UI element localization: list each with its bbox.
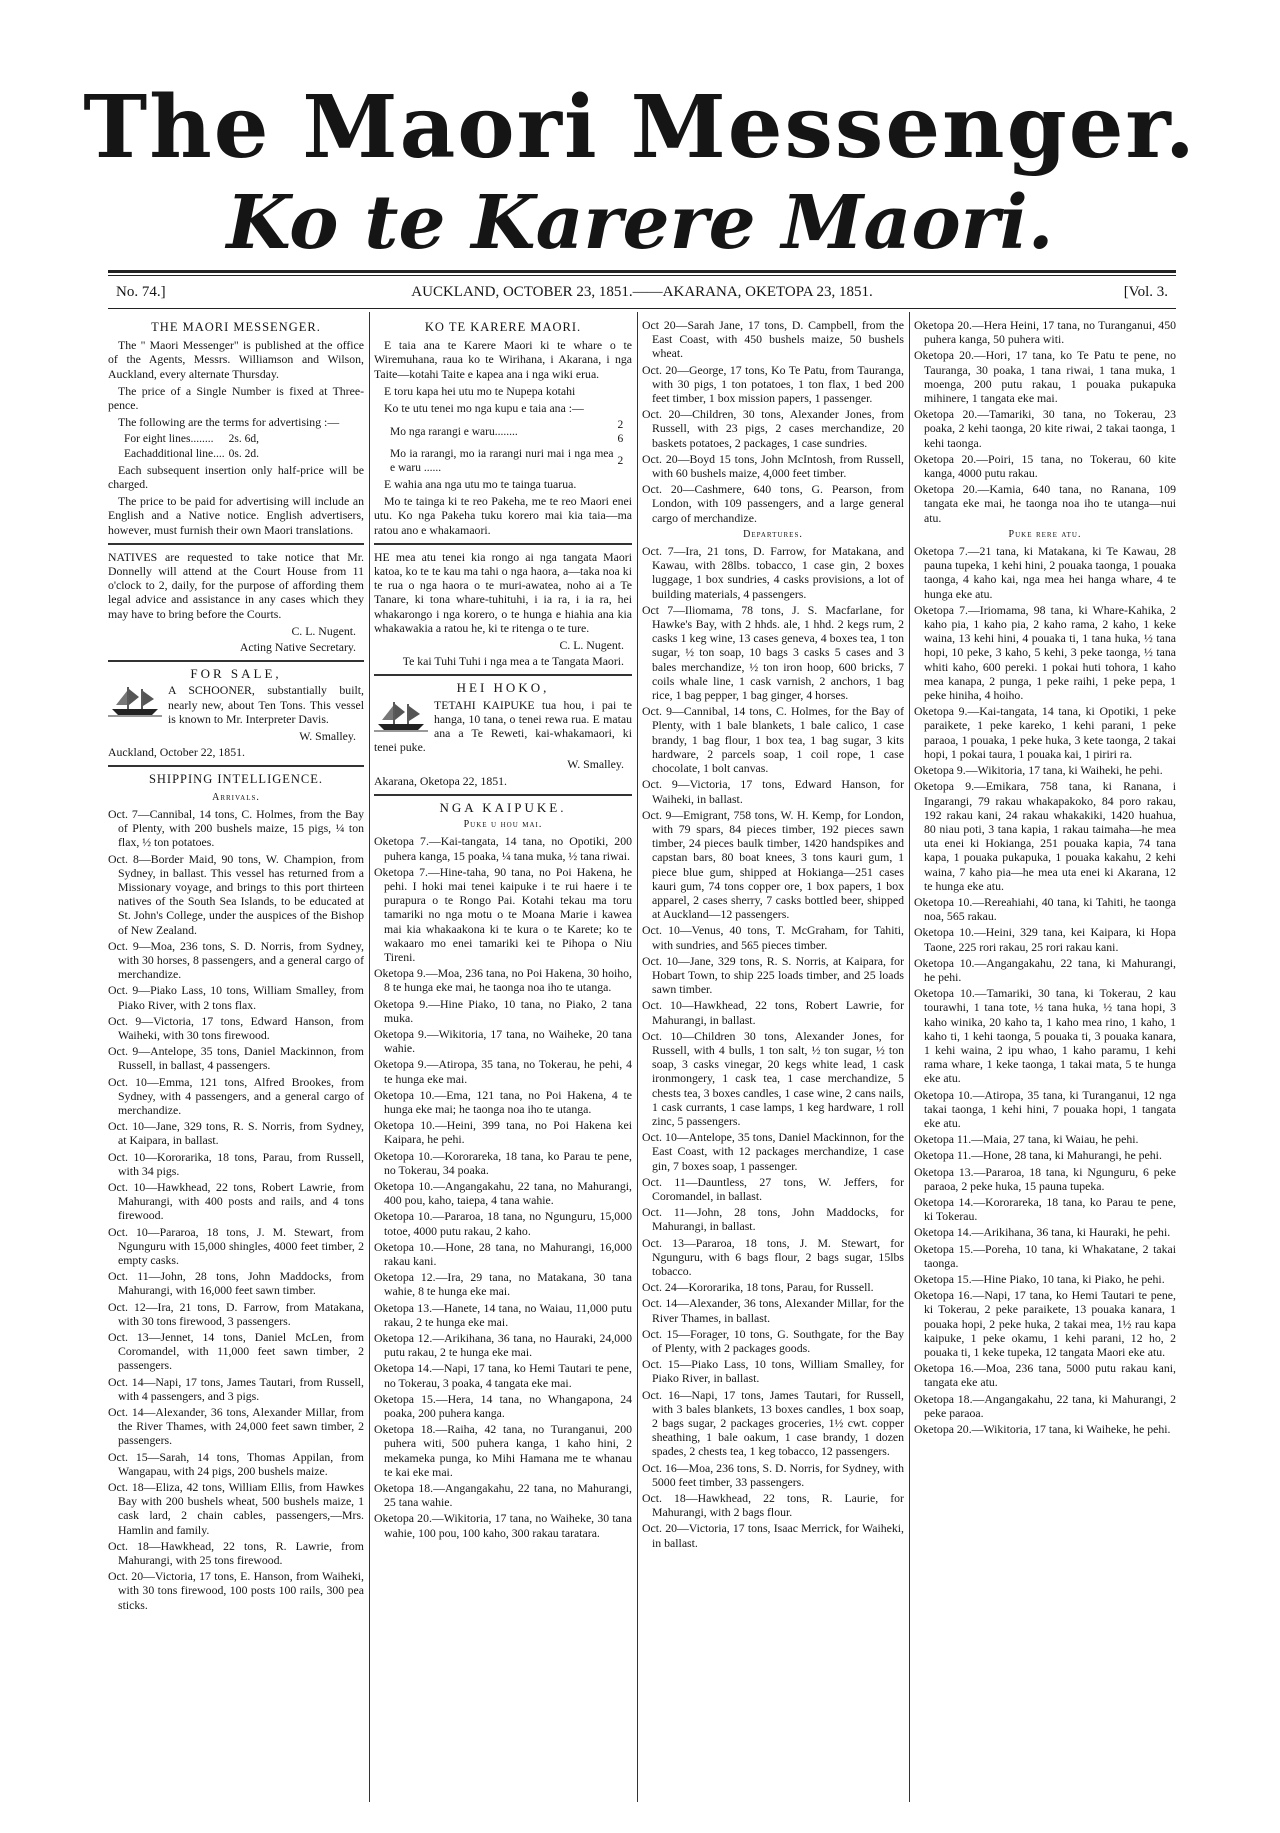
shipping-entry: Oketopa 20.—Kamia, 640 tana, no Ranana, 109 tangata eke mai, he taonga noa iho te utanga—nui atu.	[914, 482, 1176, 525]
shipping-entry: Oct. 10—Venus, 40 tons, T. McGraham, for Tahiti, with sundries, and 565 pieces timber.	[642, 923, 904, 952]
shipping-entry: Oketopa 9.—Hine Piako, 10 tana, no Piako, 2 tana muka.	[374, 996, 632, 1025]
volume-number: [Vol. 3.	[1123, 284, 1168, 300]
column-divider	[909, 312, 910, 1802]
rate-value: 0s. 2d.	[228, 447, 259, 460]
shipping-entry: Oct. 20—Boyd 15 tons, John McIntosh, from Russell, with 60 bushels maize, 4,000 feet timber.	[642, 451, 904, 481]
natives-notice: NATIVES are requested to take notice that Mr. Donnelly will attend at the Court House from 11 o'clock to 2, daily, for the purpose of affording them legal advice and assistance in any cases which they may have to bring before the Courts.	[108, 549, 364, 621]
shipping-entry: Oketopa 10.—Atiropa, 35 tana, ki Turanganui, 12 nga takai taonga, 1 kehi hini, 7 pouaka hopi, 1 tangata eke atu.	[914, 1087, 1176, 1130]
signature: W. Smalley.	[299, 729, 356, 744]
shipping-entry: Oketopa 18.—Angangakahu, 22 tana, no Mahurangi, 25 tana wahie.	[374, 1481, 632, 1510]
shipping-entry: Oketopa 9.—Wikitoria, 17 tana, ki Waiheki, he pehi.	[914, 763, 1163, 778]
shipping-entry: Oct. 14—Alexander, 36 tons, Alexander Millar, for the River Thames, in ballast.	[642, 1296, 904, 1325]
section-heading: KO TE KARERE MAORI.	[424, 320, 582, 334]
sale-heading: FOR SALE,	[190, 666, 282, 682]
shipping-entry: Oketopa 11.—Maia, 27 tana, ki Waiau, he pehi.	[914, 1132, 1139, 1147]
rate-row	[122, 447, 261, 461]
sale-date: Akarana, Oketopa 22, 1851.	[374, 773, 508, 788]
shipping-entry: Oketopa 15.—Poreha, 10 tana, ki Whakatane, 2 takai taonga.	[914, 1241, 1176, 1270]
dateline	[108, 282, 1176, 304]
shipping-entry: Oketopa 15.—Hera, 14 tana, no Whangapona, 24 poaka, 200 puhera kanga.	[374, 1391, 632, 1421]
shipping-entry: Oct. 15—Forager, 10 tons, G. Southgate, for the Bay of Plenty, with 2 packages goods.	[642, 1326, 904, 1356]
shipping-entry: Oketopa 10.—Hone, 28 tana, no Mahurangi, 16,000 rakau kani.	[374, 1239, 632, 1268]
subheading: Puke rere atu.	[1008, 528, 1082, 540]
departures-list	[642, 544, 904, 1550]
shipping-entry: Oct. 20—Victoria, 17 tons, E. Hanson, from Waiheki, with 30 tons firewood, 100 posts 100 rails, 300 pea sticks.	[108, 1569, 364, 1612]
shipping-entry: Oct. 10—Children 30 tons, Alexander Jones, for Russell, with 4 bulls, 1 ton salt, ½ ton sugar, ½ ton soap, 3 casks vinegar, 20 kegs white lead, 1 cask ironmongery, 1 cask tea, 1 case merchandize, 5 chests tea, 3 boxes candles, 1 case wine, 2 cans nails, 1 cask currants, 1 case lamps, 1 keg hardware, 1 roll zinc, 5 passengers.	[642, 1028, 904, 1128]
paragraph: The " Maori Messenger" is published at the office of the Agents, Messrs. Williamson and Wilson, Auckland, every alternate Thursday.	[108, 338, 364, 381]
shipping-entry: Oketopa 14.—Arikihana, 36 tana, ki Hauraki, he pehi.	[914, 1225, 1171, 1240]
shipping-entry: Oketopa 10.—Heini, 329 tana, kei Kaipara, ki Hopa Taone, 225 rori rakau, 25 rori rakau kani.	[914, 925, 1176, 954]
shipping-entry: Oketopa 16.—Moa, 236 tana, 5000 putu rakau kani, tangata eke atu.	[914, 1361, 1176, 1390]
sale-heading: HEI HOKO,	[456, 680, 550, 696]
shipping-entry: Oketopa 9.—Moa, 236 tana, no Poi Hakena, 30 hoiho, 8 te hunga eke mai, he taonga noa iho te utanga.	[374, 966, 632, 995]
shipping-entry: Oketopa 12.—Arikihana, 36 tana, no Hauraki, 24,000 putu rakau, 2 te hunga eke mai.	[374, 1331, 632, 1360]
shipping-entry: Oketopa 10.—Heini, 399 tana, no Poi Hakena kei Kaipara, he pehi.	[374, 1118, 632, 1147]
shipping-entry: Oct. 11—John, 28 tons, John Maddocks, for Mahurangi, in ballast.	[642, 1205, 904, 1234]
shipping-entry: Oketopa 14.—Kororareka, 18 tana, ko Parau te pene, ki Tokerau.	[914, 1194, 1176, 1224]
shipping-entry: Oketopa 7.—21 tana, ki Matakana, ki Te Kawau, 28 pauna tupeka, 1 kehi hini, 2 pouaka taonga, 1 pouaka taonga, 4 kaho kai, nga mea hei hanga whare, 4 te hunga eke atu.	[914, 544, 1176, 601]
subheading: Departures.	[743, 528, 803, 540]
divider	[374, 674, 632, 676]
masthead-title: The Maori Messenger.	[83, 77, 1197, 178]
shipping-entry: Oct. 10—Pararoa, 18 tons, J. M. Stewart, from Ngunguru with 15,000 shingles, 4000 feet timber, 2 empty casks.	[108, 1224, 364, 1267]
shipping-entry: Oketopa 13.—Hanete, 14 tana, no Waiau, 11,000 putu rakau, 2 te hunga eke mai.	[374, 1300, 632, 1329]
shipping-entry: Oketopa 20.—Hori, 17 tana, ko Te Patu te pene, no Tauranga, 30 poaka, 1 tana riwai, 1 tana muka, 1 moenga, 200 putu rakau, 1 pouaka pukapuka mihinere, 1 tangata eke mai.	[914, 348, 1176, 406]
divider	[108, 765, 364, 767]
subheading: Arrivals.	[212, 791, 260, 803]
sale-text: TETAHI KAIPUKE tua hou, i pai te hanga, 10 tana, o tenei rewa rua. E matau ana a Te Reweti, kai-whakamaori, ki tenei puke.	[374, 697, 632, 755]
signature: W. Smalley.	[567, 757, 624, 772]
shipping-entry: Oketopa 10.—Angangakahu, 22 tana, ki Mahurangi, he pehi.	[914, 955, 1176, 984]
shipping-entry: Oct. 18—Eliza, 42 tons, William Ellis, from Hawkes Bay with 200 bushels wheat, 500 bushels maize, 1 cask lard, 2 chain cables, passengers,—Mrs. Hamlin and family.	[108, 1480, 364, 1537]
section-heading: THE MAORI MESSENGER.	[151, 320, 321, 334]
shipping-entry: Oct. 14—Napi, 17 tons, James Tautari, from Russell, with 4 passengers, and 3 pigs.	[108, 1374, 364, 1403]
sale-text: A SCHOONER, substantially built, nearly new, about Ten Tons. This vessel is known to Mr. Interpreter Davis.	[168, 683, 364, 726]
shipping-entry: Oketopa 7.—Kai-tangata, 14 tana, no Opotiki, 200 puhera kanga, 15 poaka, ¼ tana muka, ½ tana riwai.	[374, 834, 632, 863]
paragraph: The price to be paid for advertising will include an English and a Native notice. English advertisers, however, must furnish their own Maori translations.	[108, 494, 364, 537]
shipping-entry: Oct. 16—Napi, 17 tons, James Tautari, for Russell, with 3 bales blankets, 13 boxes candles, 1 box soap, 2 bags sugar, 2 packages groceries, 1½ cwt. copper sheathing, 1 bale oakum, 1 case brandy, 1 dozen spades, 2 chests tea, 1 keg tobacco, 12 passengers.	[642, 1387, 904, 1459]
rate-row	[388, 447, 632, 475]
paragraph: E taia ana te Karere Maori ki te whare o te Wiremuhana, raua ko te Wirihana, i Akarana, i nga Taite—kotahi Taite e kapea ana i nga wiki erua.	[374, 338, 632, 381]
shipping-entry: Oketopa 10.—Angangakahu, 22 tana, no Mahurangi, 400 pou, kaho, taiepa, 4 tana wahie.	[374, 1178, 632, 1208]
shipping-entry: Oketopa 20.—Wikitoria, 17 tana, no Waiheke, 30 tana wahie, 100 pou, 100 kaho, 300 rakau taratara.	[374, 1511, 632, 1540]
masthead-rule	[108, 270, 1176, 273]
shipping-entry: Oct. 20—Victoria, 17 tons, Isaac Merrick, for Waiheki, in ballast.	[642, 1521, 904, 1550]
rates-table	[122, 432, 261, 460]
dateline-rule	[108, 308, 1176, 309]
shipping-entry: Oct 20—Sarah Jane, 17 tons, D. Campbell, from the East Coast, with 450 bushels maize, 50 bushels wheat.	[642, 318, 904, 361]
shipping-entry: Oct. 9—Victoria, 17 tons, Edward Hanson, from Waiheki, with 30 tons firewood.	[108, 1013, 364, 1042]
shipping-entry: Oketopa 20.—Wikitoria, 17 tana, ki Waiheke, he pehi.	[914, 1422, 1171, 1437]
kaipuke-list	[374, 834, 632, 1540]
shipping-entry: Oketopa 10.—Tamariki, 30 tana, ki Tokerau, 2 kau tourawhi, 1 tana tote, ½ tana huka, ½ tana hopi, 3 kaho winika, 20 kaho ta, 1 kaho mea rino, 1 kaho, 1 kaho ti, 1 kehi taonga, 5 pouaka ti, 3 pouaka kanara, 1 kehi waina, 2 ipu whao, 1 kaho paramu, 1 kehi rama whare, 1 keke taonga, 1 takai mata, 5 te hunga eke atu.	[914, 986, 1176, 1086]
shipping-entry: Oct. 9—Cannibal, 14 tons, C. Holmes, for the Bay of Plenty, with 1 bale blankets, 1 bale calico, 1 case brandy, 1 bag flour, 1 box tea, 1 bag sugar, 3 kits hardware, 2 parcels soap, 1 coil rope, 1 case chocolate, 1 bolt canvas.	[642, 704, 904, 776]
shipping-entry: Oct. 15—Sarah, 14 tons, Thomas Appilan, from Wangapau, with 24 pigs, 200 bushels maize.	[108, 1449, 364, 1478]
shipping-entry: Oct. 20—George, 17 tons, Ko Te Patu, from Tauranga, with 30 pigs, 1 ton potatoes, 1 ton flax, 1 bed 200 feet timber, 1 box mission papers, 1 passenger.	[642, 362, 904, 406]
shipping-entry: Oct. 16—Moa, 236 tons, S. D. Norris, for Sydney, with 5000 feet timber, 33 passengers.	[642, 1460, 904, 1489]
shipping-entry: Oketopa 15.—Hine Piako, 10 tana, ki Piako, he pehi.	[914, 1272, 1165, 1286]
shipping-entry: Oct. 7—Cannibal, 14 tons, C. Holmes, from the Bay of Plenty, with 200 bushels maize, 15 pigs, ¼ ton flax, ½ ton potatoes.	[108, 806, 364, 850]
rate-value: 2	[617, 454, 624, 467]
rates-table	[388, 418, 632, 475]
shipping-entry: Oketopa 20.—Hera Heini, 17 tana, no Turanganui, 450 puhera kanga, 50 puhera witi.	[914, 318, 1176, 347]
shipping-entry: Oketopa 7.—Hine-taha, 90 tana, no Poi Hakena, he pehi. I hoki mai tenei kaipuke i te rui haere i te purapura o te Rongo Pai. Kotahi tekau ma toru tamariki no nga motu o te Moana Marie i kawea mai kia whakaakona ki te kura o te Karete; ko te wakaaro mo enei tamariki kei te Pihopa o Niu Tireni.	[374, 864, 632, 964]
kaipuke-list-continued	[914, 318, 1176, 525]
shipping-entry: Oct. 10—Jane, 329 tons, R. S. Norris, at Kaipara, for Hobart Town, to ship 225 loads timber, and 25 loads sawn timber.	[642, 953, 904, 997]
shipping-entry: Oct. 15—Piako Lass, 10 tons, William Smalley, for Piako River, in ballast.	[642, 1357, 904, 1386]
column-divider	[369, 312, 370, 1802]
shipping-entry: Oketopa 12.—Ira, 29 tana, no Matakana, 30 tana wahie, 8 te hunga eke mai.	[374, 1270, 632, 1299]
shipping-entry: Oketopa 11.—Hone, 28 tana, ki Mahurangi, he pehi.	[914, 1148, 1162, 1163]
signature-role: Te kai Tuhi Tuhi i nga mea a te Tangata Maori.	[402, 654, 624, 669]
shipping-entry: Oketopa 9.—Emikara, 758 tana, ki Ranana, i Ingarangi, 79 rakau whakapakoko, 84 poro rakau, 192 rakau kani, 24 rakau whakakiki, 1420 huahua, 80 niau poti, 3 tana kapia, 1 rakau taimaha—he mea uta enei ki Hokianga, 251 pouaka kapia, 74 tana kapa, 1 pouaka pukapuka, 1 pouaka kakahu, 2 kehi waina, 7 kaho pia—he mea uta enei ki Akarana, 12 te hunga eke atu.	[914, 779, 1176, 893]
maori-notice: HE mea atu tenei kia rongo ai nga tangata Maori katoa, ko te te kau ma tahi o nga haora, a—taka noa ki te rua o nga haora o te muri-awatea, noho ai a Te Tanare, ki tona whare-tuhituhi, i ia ra, i ia ra, hei whakarongo i nga korero, o te hunga e hiahia ana kia whakawakia a ratou he, ki te ritenga o te ture.	[374, 549, 632, 635]
rate-label: Mo nga rarangi e waru........	[390, 426, 518, 439]
rate-row	[388, 418, 632, 446]
shipping-entry: Oct 7—Iliomama, 78 tons, J. S. Macfarlane, for Hawke's Bay, with 2 hhds. ale, 1 hhd. 2 kegs rum, 2 casks 1 keg wine, 13 cases geneva, 4 boxes tea, 1 ton sugar, ½ ton soap, 10 bags 3 casks 5 cases and 3 bales merchandize, ½ ton iron hoop, 600 bricks, 7 coils whale line, 1 cask varnish, 2 anchors, 1 bag rice, 1 bag pepper, 1 bag ginger, 4 horses.	[642, 602, 904, 703]
shipping-entry: Oct. 10—Jane, 329 tons, R. S. Norris, from Sydney, at Kaipara, in ballast.	[108, 1119, 364, 1148]
rate-label: Eachadditional line....	[124, 447, 225, 460]
shipping-entry: Oketopa 10.—Rereahiahi, 40 tana, ki Tahiti, he taonga noa, 565 rakau.	[914, 894, 1176, 924]
subheading: Puke u hou mai.	[463, 819, 543, 831]
column-divider	[637, 312, 638, 1802]
issue-number: No. 74.]	[116, 284, 166, 300]
shipping-entry: Oketopa 13.—Pararoa, 18 tana, ki Ngunguru, 6 peke paraoa, 2 peke huka, 15 pauna tupeka.	[914, 1164, 1176, 1193]
paragraph: E toru kapa hei utu mo te Nupepa kotahi	[384, 383, 576, 398]
shipping-entry: Oketopa 9.—Atiropa, 35 tana, no Tokerau, he pehi, 4 te hunga eke mai.	[374, 1057, 632, 1086]
shipping-entry: Oct. 18—Hawkhead, 22 tons, R. Lawrie, from Mahurangi, with 25 tons firewood.	[108, 1538, 364, 1568]
rate-value: 2 6	[617, 419, 624, 446]
paragraph: E wahia ana nga utu mo te tainga tuarua.	[384, 477, 577, 492]
rate-label: Mo ia rarangi, mo ia rarangi nuri mai i nga mea e waru ......	[390, 447, 614, 474]
arrivals-list	[108, 807, 364, 1612]
shipping-entry: Oct. 9—Moa, 236 tons, S. D. Norris, from Sydney, with 30 horses, 8 passengers, and a general cargo of merchandize.	[108, 938, 364, 982]
shipping-entry: Oct. 10—Antelope, 35 tons, Daniel Mackinnon, for the East Coast, with 12 packages merchandize, 1 case gin, 7 boxes soap, 1 passenger.	[642, 1130, 904, 1173]
section-heading: NGA KAIPUKE.	[439, 799, 567, 815]
shipping-entry: Oketopa 20.—Tamariki, 30 tana, no Tokerau, 23 poaka, 2 kehi taonga, 20 kite riwai, 2 takai taonga, 1 kehi taonga.	[914, 407, 1176, 450]
ship-icon	[374, 698, 428, 732]
section-heading: SHIPPING INTELLIGENCE.	[148, 772, 324, 787]
paragraph: Ko te utu tenei mo nga kupu e taia ana :—	[384, 401, 584, 416]
divider	[374, 794, 632, 796]
shipping-entry: Oct. 11—Dauntless, 27 tons, W. Jeffers, for Coromandel, in ballast.	[642, 1174, 904, 1203]
shipping-entry: Oct. 20—Cashmere, 640 tons, G. Pearson, from London, with 109 passengers, and a large general cargo of merchandize.	[642, 482, 904, 525]
shipping-entry: Oct. 9—Emigrant, 758 tons, W. H. Kemp, for London, with 79 spars, 84 pieces timber, 192 pieces sawn timber, 24 pieces baulk timber, 1420 handspikes and capstan bars, 80 boat knees, 3 tons kauri gum, 1 piece blue gum, shipped at Hokianga—251 cases kauri gum, 74 tons copper ore, 1 box papers, 1 box apparel, 2 cases sherry, 7 casks bottled beer, shipped at Auckland—12 passengers.	[642, 807, 904, 922]
shipping-entry: Oct. 8—Border Maid, 90 tons, W. Champion, from Sydney, in ballast. This vessel has returned from a Missionary voyage, and brings to this port thirteen natives of the South Sea Islands, to be educated at St. John's College, under the auspices of the Bishop of New Zealand.	[108, 851, 364, 937]
masthead-rule-thin	[108, 275, 1176, 276]
ship-icon	[108, 683, 162, 717]
shipping-entry: Oct. 10—Kororarika, 18 tons, Parau, from Russell, with 34 pigs.	[108, 1149, 364, 1178]
signature-role: Acting Native Secretary.	[239, 640, 356, 655]
shipping-entry: Oketopa 16.—Napi, 17 tana, ko Hemi Tautari te pene, ki Tokerau, 2 peke paraikete, 13 pouaka kanara, 1 pouaka hopi, 2 peke huka, 2 takai mea, 1½ rau kapa kaipuke, 1 peke okamu, 1 kehi parani, 12 ho, 2 pouaka ti, 1 keke tupeka, 12 tangata Maori eke atu.	[914, 1288, 1176, 1360]
signature: C. L. Nugent.	[559, 638, 624, 653]
puke-rere-list	[914, 544, 1176, 1436]
sale-date: Auckland, October 22, 1851.	[108, 745, 245, 760]
divider	[108, 660, 364, 662]
shipping-entry: Oketopa 10.—Ema, 121 tana, no Poi Hakena, 4 te hunga eke mai; he taonga noa iho te utanga.	[374, 1087, 632, 1116]
paragraph: Each subsequent insertion only half-price will be charged.	[108, 462, 364, 492]
paragraph: The price of a Single Number is fixed at Three-pence.	[108, 383, 364, 413]
shipping-entry: Oketopa 10.—Pararoa, 18 tana, no Ngunguru, 15,000 totoe, 4000 putu rakau, 2 kaho.	[374, 1209, 632, 1238]
shipping-entry: Oct. 14—Alexander, 36 tons, Alexander Millar, from the River Thames, with 24,000 feet sawn timber, 2 passengers.	[108, 1405, 364, 1448]
shipping-entry: Oketopa 9.—Kai-tangata, 14 tana, ki Opotiki, 1 peke paraikete, 1 peke kareko, 1 kehi parani, 1 peke paraoa, 1 pouaka, 1 peke huka, 3 kete taonga, 2 takai hopi, 1 pokai taura, 1 pouaka kai, 1 piriri ra.	[914, 704, 1176, 761]
shipping-entry: Oct. 13—Jennet, 14 tons, Daniel McLen, from Coromandel, with 11,000 feet sawn timber, 2 passengers.	[108, 1330, 364, 1373]
shipping-entry: Oketopa 18.—Angangakahu, 22 tana, ki Mahurangi, 2 peke paraoa.	[914, 1391, 1176, 1420]
paragraph: Mo te tainga ki te reo Pakeha, me te reo Maori enei utu. Ko nga Pakeha tuku korero mai kia taia—ma ratou ano e whakamaori.	[374, 494, 632, 537]
shipping-entry: Oct. 12—Ira, 21 tons, D. Farrow, from Matakana, with 30 tons firewood, 3 passengers.	[108, 1299, 364, 1328]
paragraph: The following are the terms for advertising :—	[118, 415, 340, 430]
column-english-notices	[108, 318, 364, 1818]
masthead-subtitle: Ko te Karere Maori.	[226, 180, 1054, 266]
shipping-entry: Oct. 24—Kororarika, 18 tons, Parau, for Russell.	[642, 1280, 874, 1295]
shipping-entry: Oct. 20—Children, 30 tons, Alexander Jones, from Russell, with 23 pigs, 2 cases merchandize, 20 baskets potatoes, 2 packages, 1 case sundries.	[642, 407, 904, 450]
rate-row	[122, 432, 261, 446]
divider	[108, 543, 364, 545]
column-maori-notices	[374, 318, 632, 1818]
shipping-entry: Oct. 18—Hawkhead, 22 tons, R. Laurie, for Mahurangi, with 2 bags flour.	[642, 1491, 904, 1520]
signature: C. L. Nugent.	[291, 623, 356, 638]
divider	[374, 543, 632, 545]
shipping-entry: Oketopa 20.—Poiri, 15 tana, no Tokerau, 60 kite kanga, 4000 putu rakau.	[914, 451, 1176, 481]
shipping-entry: Oketopa 10.—Kororareka, 18 tana, ko Parau te pene, no Tokerau, 34 poaka.	[374, 1148, 632, 1177]
shipping-entry: Oketopa 9.—Wikitoria, 17 tana, no Waiheke, 20 tana wahie.	[374, 1026, 632, 1056]
shipping-entry: Oct. 11—John, 28 tons, John Maddocks, from Mahurangi, with 16,000 feet sawn timber.	[108, 1269, 364, 1298]
shipping-entry: Oct. 9—Piako Lass, 10 tons, William Smalley, from Piako River, with 2 tons flax.	[108, 983, 364, 1012]
arrivals-list-continued	[642, 318, 904, 525]
issue-date: AUCKLAND, OCTOBER 23, 1851.——AKARANA, OKETOPA 23, 1851.	[411, 284, 873, 300]
rate-label: For eight lines........	[124, 433, 214, 446]
shipping-entry: Oketopa 18.—Raiha, 42 tana, no Turanganui, 200 puhera witi, 500 puhera kanga, 1 kaho hini, 2 mekameka punga, ko Mihi Hamana me te whanau te kai eke mai.	[374, 1422, 632, 1479]
shipping-entry: Oct. 9—Antelope, 35 tons, Daniel Mackinnon, from Russell, in ballast, 4 passengers.	[108, 1044, 364, 1073]
shipping-entry: Oct. 7—Ira, 21 tons, D. Farrow, for Matakana, and Kawau, with 28lbs. tobacco, 1 case gin, 2 boxes luggage, 1 box sundries, 4 casks provisions, a lot of building materials, 4 passengers.	[642, 544, 904, 601]
shipping-entry: Oct. 10—Emma, 121 tons, Alfred Brookes, from Sydney, with 4 passengers, and a general cargo of merchandize.	[108, 1074, 364, 1117]
shipping-entry: Oketopa 14.—Napi, 17 tana, ko Hemi Tautari te pene, no Tokerau, 3 poaka, 4 tangata eke mai.	[374, 1361, 632, 1390]
column-maori-shipping	[914, 318, 1176, 1818]
shipping-entry: Oct. 10—Hawkhead, 22 tons, Robert Lawrie, from Mahurangi, with 400 posts and rails, and 4 tons firewood.	[108, 1179, 364, 1223]
shipping-entry: Oct. 13—Pararoa, 18 tons, J. M. Stewart, for Ngunguru, with 6 bags flour, 2 bags sugar, 15lbs tobacco.	[642, 1235, 904, 1278]
shipping-entry: Oketopa 7.—Iriomama, 98 tana, ki Whare-Kahika, 2 kaho pia, 1 kaho pia, 2 kaho rama, 2 kaho, 1 keke waina, 13 kehi hini, 4 pouaka ti, 1 tana huka, ½ tana hopi, 10 peke, 3 kaho, 5 kehi, 3 peke taonga, ½ tana whiti kaho, 600 pereki. 1 pokai huti tohora, 1 kaho mea kanapa, 2 punga, 1 peke raihi, 1 peke pepa, 1 peke hiniha, 4 hoiho.	[914, 602, 1176, 703]
shipping-entry: Oct. 9—Victoria, 17 tons, Edward Hanson, for Waiheki, in ballast.	[642, 777, 904, 806]
column-english-shipping	[642, 318, 904, 1818]
shipping-entry: Oct. 10—Hawkhead, 22 tons, Robert Lawrie, for Mahurangi, in ballast.	[642, 998, 904, 1027]
rate-value: 2s. 6d,	[228, 433, 259, 446]
